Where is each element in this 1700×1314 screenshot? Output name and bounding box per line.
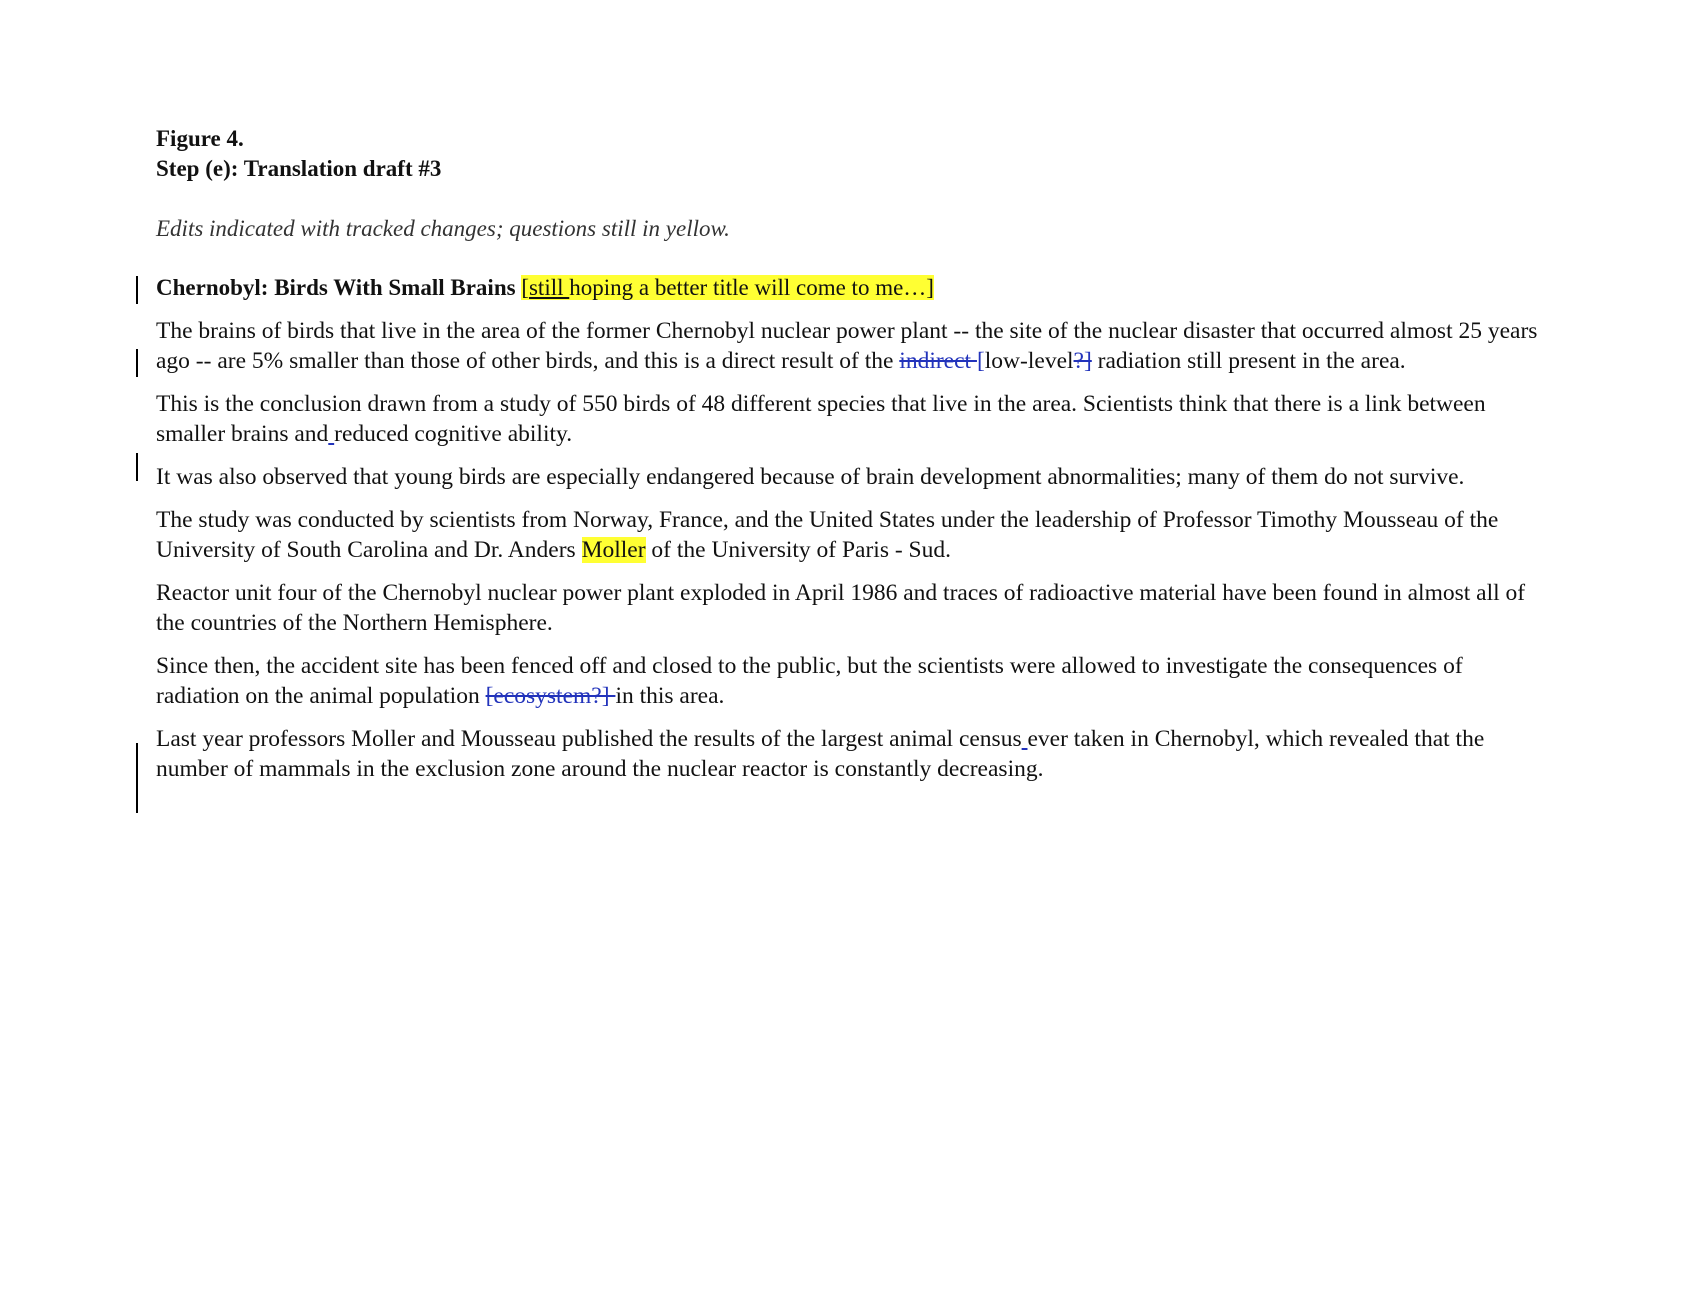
paragraph-7-text-a: Last year professors Moller and Mousseau published the results of the largest animal census [156,726,1022,752]
paragraph-7 [156,724,1551,784]
paragraph-6-text-b: in this area. [615,683,725,709]
title-comment-text: hoping a better title will come to me…] [569,275,934,300]
paragraph-4-text-b: of the University of Paris - Sud. [645,537,951,563]
paragraph-1-deleted-b: ?] [1073,348,1092,374]
paragraph-4-highlight: Moller [581,537,646,563]
paragraph-1 [156,316,1551,376]
paragraph-1-text-a: The brains of birds that live in the area of the former Chernobyl nuclear power plant -- the site of the nuclear disaster that occurred almost 25 years ago -- are 5% smaller than those of other birds, and this is a direct result of the [156,318,1538,374]
step-label: Step (e): Translation draft #3 [156,156,442,181]
paragraph-2 [156,389,1551,449]
paragraph-1-text-c: radiation still present in the area. [1091,348,1406,374]
paragraph-4-text-a: The study was conducted by scientists from Norway, France, and the United States under the leadership of Professor Timothy Mousseau of the University of South Carolina and Dr. Anders [156,507,1499,563]
paragraph-1-text-b: low-level [984,348,1074,374]
title-comment-bracket: [ [521,275,529,300]
paragraph-6-deleted-a: [ecosystem?] [485,683,616,709]
paragraph-4 [156,505,1551,565]
change-bar-paragraph-2 [136,453,138,481]
editor-note: Edits indicated with tracked changes; questions still in yellow. [156,216,730,241]
paragraph-6 [156,651,1551,711]
document-body [156,124,1551,784]
paragraph-7-text-b: ever taken in Chernobyl, which revealed that the number of mammals in the exclusion zone around the nuclear reactor is constantly decreasing. [156,726,1485,782]
title-inserted-text: still [528,275,570,300]
article-title [156,273,1551,303]
change-bar-paragraph-6-7 [136,743,138,813]
paragraph-2-text-b: reduced cognitive ability. [334,421,573,447]
change-bar-title [136,276,138,304]
figure-label: Figure 4. [156,126,244,151]
paragraph-1-inserted-a: [ [976,348,985,374]
title-comment-highlight [521,275,934,300]
paragraph-5: Reactor unit four of the Chernobyl nuclear power plant exploded in April 1986 and traces of radioactive material have been found in almost all of the countries of the Northern Hemisphere. [156,580,1526,636]
change-bar-paragraph-1 [136,349,138,377]
article-title-text: Chernobyl: Birds With Small Brains [156,275,516,300]
paragraph-6-text-a: Since then, the accident site has been fenced off and closed to the public, but the scientists were allowed to investigate the consequences of radiation on the animal population [156,653,1463,709]
paragraph-3: It was also observed that young birds are especially endangered because of brain development abnormalities; many of them do not survive. [156,464,1465,490]
paragraph-2-text-a: This is the conclusion drawn from a study of 550 birds of 48 different species that live in the area. Scientists think that there is a link between smaller brains and [156,391,1486,447]
paragraph-1-deleted-a: indirect [899,348,977,374]
